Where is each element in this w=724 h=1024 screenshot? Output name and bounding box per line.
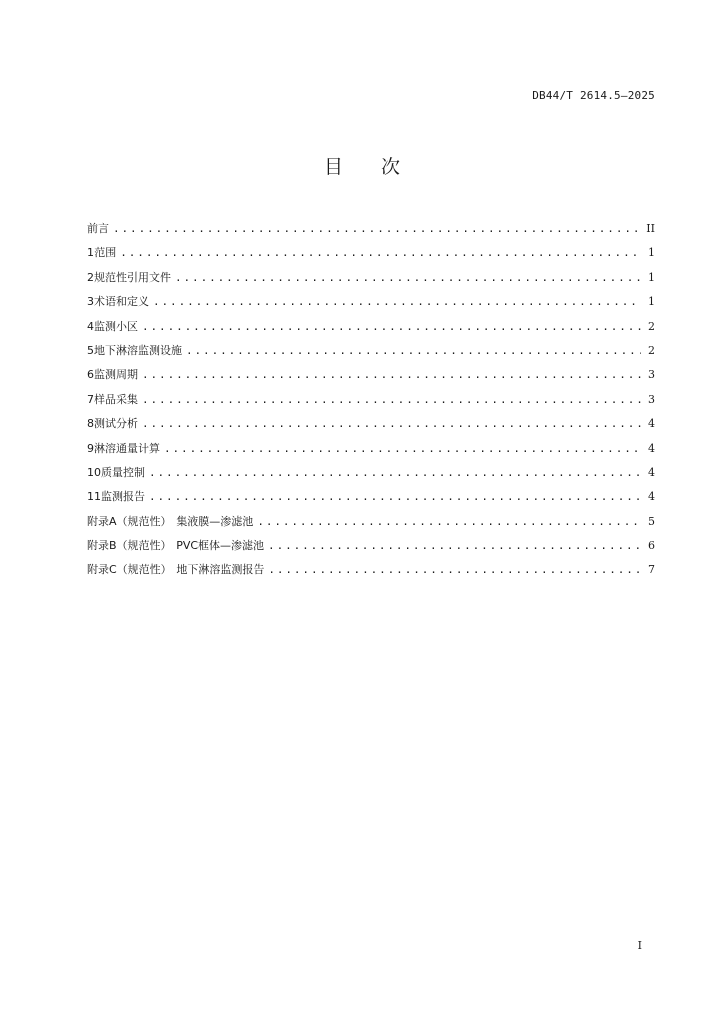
toc-dot-leader — [186, 339, 641, 363]
toc-page-number: 4 — [648, 441, 655, 455]
toc-entry-7[interactable] — [87, 388, 655, 412]
toc-section-number: 8 — [87, 417, 94, 431]
toc-section-number: 5 — [87, 343, 94, 357]
appendix-title: 集液膜—渗滤池 — [176, 514, 254, 528]
toc-title — [0, 152, 724, 179]
toc-dot-leader — [142, 388, 641, 412]
toc-page-number: 1 — [648, 270, 655, 284]
toc-page-number: 4 — [648, 417, 655, 431]
toc-entry-11[interactable] — [87, 485, 655, 509]
toc-dot-leader — [113, 217, 640, 241]
toc-dot-leader — [142, 315, 641, 339]
toc-entry-appendix-b[interactable] — [87, 534, 655, 558]
toc-entry-5[interactable] — [87, 339, 655, 363]
toc-entry-title: 质量控制 — [101, 465, 145, 479]
toc-dot-leader — [142, 363, 641, 387]
toc-entry-title: 范围 — [94, 246, 117, 260]
toc-dot-leader — [164, 437, 641, 461]
toc-section-number: 9 — [87, 441, 94, 455]
toc-dot-leader — [268, 558, 641, 582]
toc-section-number: 1 — [87, 246, 94, 260]
toc-entry-title: 监测报告 — [101, 490, 145, 504]
toc-entry-1[interactable] — [87, 241, 655, 265]
toc-entry-title: 样品采集 — [94, 392, 138, 406]
toc-page-number: 4 — [648, 490, 655, 504]
toc-section-number: 7 — [87, 392, 94, 406]
toc-title-char-2: 次 — [381, 156, 401, 178]
toc-dot-leader — [142, 412, 641, 436]
toc-entry-title: 规范性引用文件 — [94, 270, 171, 284]
toc-entry-title: 测试分析 — [94, 417, 138, 431]
toc-title-char-1: 目 — [323, 156, 343, 178]
toc-entry-4[interactable] — [87, 315, 655, 339]
toc-entry-title: 监测周期 — [94, 368, 138, 382]
toc-section-number: 4 — [87, 319, 94, 333]
toc-page-number: II — [646, 222, 655, 235]
toc-dot-leader — [153, 290, 641, 314]
toc-page-number: 2 — [648, 343, 655, 357]
toc-section-number: 6 — [87, 368, 94, 382]
standard-code: DB44/T 2614.5—2025 — [532, 89, 655, 102]
toc-dot-leader — [149, 485, 641, 509]
appendix-label: 附录B（规范性） — [87, 539, 172, 553]
toc-page-number: 6 — [648, 539, 655, 553]
toc-page-number: 5 — [648, 514, 655, 528]
toc-section-number: 11 — [87, 490, 101, 504]
appendix-label: 附录A（规范性） — [87, 514, 172, 528]
appendix-label: 附录C（规范性） — [87, 563, 172, 577]
toc-dot-leader — [257, 510, 641, 534]
toc-entry-9[interactable] — [87, 437, 655, 461]
toc-page-number: 1 — [648, 246, 655, 260]
toc-dot-leader — [268, 534, 641, 558]
toc-entry-title: 淋溶通量计算 — [94, 441, 160, 455]
toc-entry-2[interactable] — [87, 266, 655, 290]
toc-entry-title: 监测小区 — [94, 319, 138, 333]
toc-entry-title: 术语和定义 — [94, 295, 149, 309]
toc-entry-title: 前言 — [87, 222, 109, 235]
appendix-title: 地下淋溶监测报告 — [176, 563, 265, 577]
toc-dot-leader — [120, 241, 641, 265]
toc-page-number: 1 — [648, 295, 655, 309]
toc-page-number: 3 — [648, 368, 655, 382]
toc-entry-foreword[interactable] — [87, 217, 655, 241]
toc-section-number: 10 — [87, 465, 101, 479]
toc-list — [87, 217, 655, 583]
toc-page-number: 4 — [648, 465, 655, 479]
toc-dot-leader — [149, 461, 641, 485]
toc-entry-10[interactable] — [87, 461, 655, 485]
toc-entry-6[interactable] — [87, 363, 655, 387]
toc-page-number: 7 — [648, 563, 655, 577]
toc-page-number: 2 — [648, 319, 655, 333]
toc-entry-3[interactable] — [87, 290, 655, 314]
toc-entry-8[interactable] — [87, 412, 655, 436]
toc-page-number: 3 — [648, 392, 655, 406]
toc-entry-title: 地下淋溶监测设施 — [94, 343, 182, 357]
toc-entry-appendix-c[interactable] — [87, 558, 655, 582]
appendix-title: PVC框体—渗滤池 — [176, 539, 265, 553]
toc-dot-leader — [175, 266, 641, 290]
toc-section-number: 2 — [87, 270, 94, 284]
toc-entry-appendix-a[interactable] — [87, 510, 655, 534]
toc-section-number: 3 — [87, 295, 94, 309]
page-number-footer: I — [637, 939, 642, 952]
